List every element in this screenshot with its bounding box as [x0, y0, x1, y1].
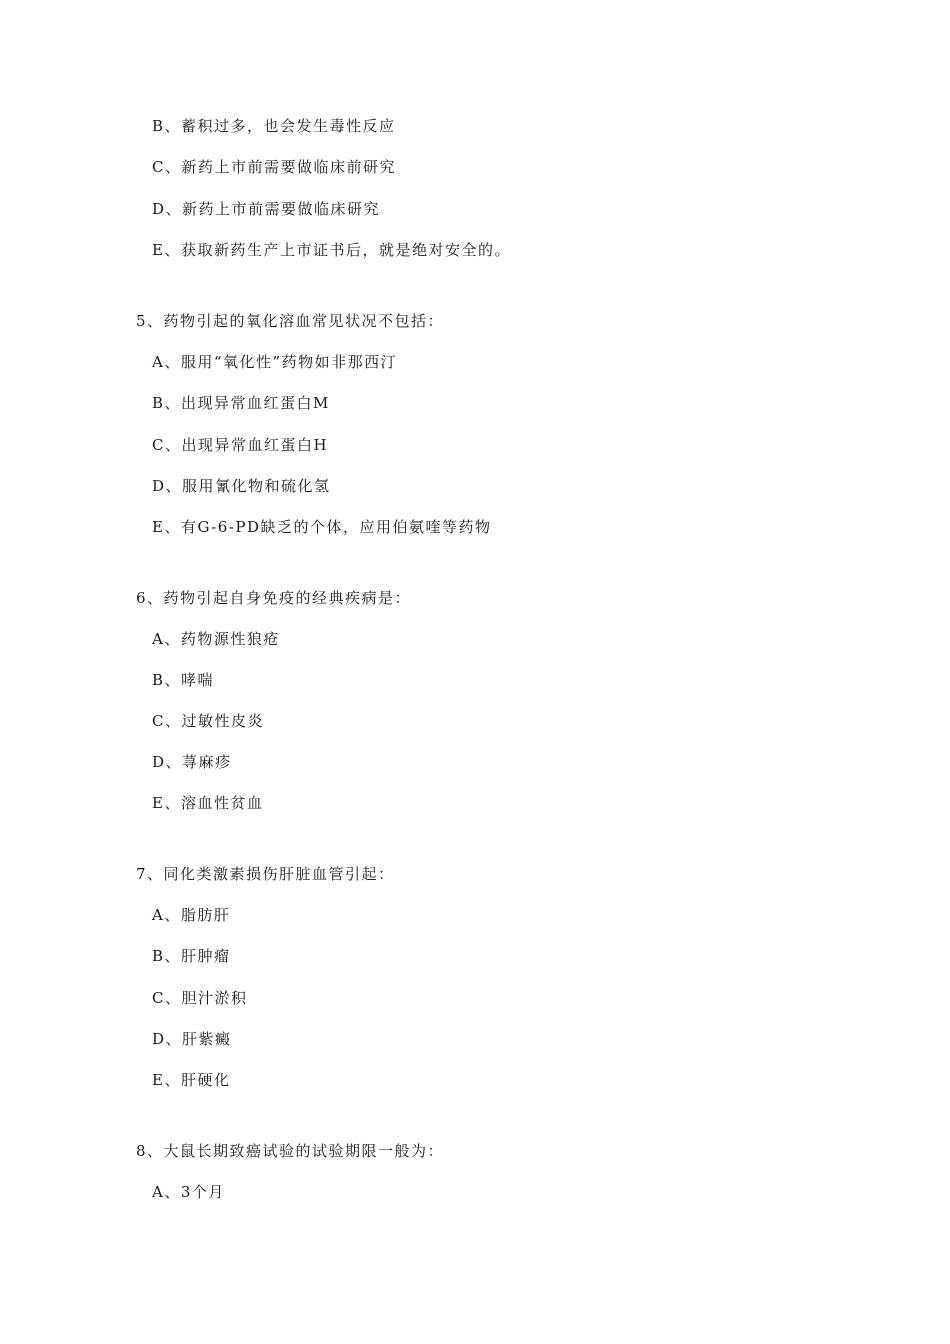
question-8-option-a: A、3个月	[152, 1183, 225, 1201]
question-8-stem: 8、大鼠长期致癌试验的试验期限一般为：	[136, 1142, 445, 1160]
question-6-option-c: C、过敏性皮炎	[152, 712, 264, 730]
question-6-option-b: B、哮喘	[152, 671, 215, 689]
question-7-option-b: B、肝肿瘤	[152, 947, 231, 965]
option-c-continuation: C、新药上市前需要做临床前研究	[152, 158, 396, 176]
question-6-option-e: E、溶血性贫血	[152, 794, 264, 812]
question-6-option-d: D、荨麻疹	[152, 753, 232, 771]
question-7-option-d: D、肝紫癜	[152, 1030, 232, 1048]
question-5-stem: 5、药物引起的氧化溶血常见状况不包括：	[136, 312, 445, 330]
question-5-option-e: E、有G-6-PD缺乏的个体，应用伯氨喹等药物	[152, 518, 492, 536]
question-5-option-d: D、服用氰化物和硫化氢	[152, 477, 331, 495]
question-6-stem: 6、药物引起自身免疫的经典疾病是：	[136, 589, 412, 607]
option-d-continuation: D、新药上市前需要做临床研究	[152, 200, 381, 218]
question-6-option-a: A、药物源性狼疮	[152, 630, 280, 648]
question-7-option-e: E、肝硬化	[152, 1071, 231, 1089]
option-e-continuation: E、获取新药生产上市证书后，就是绝对安全的。	[152, 241, 511, 259]
question-5-option-a: A、服用“氧化性”药物如非那西汀	[152, 353, 398, 371]
question-7-option-a: A、脂肪肝	[152, 906, 231, 924]
question-5-option-c: C、出现异常血红蛋白H	[152, 436, 329, 454]
question-5-option-b: B、出现异常血红蛋白M	[152, 394, 330, 412]
option-b-continuation: B、蓄积过多，也会发生毒性反应	[152, 117, 396, 135]
question-7-stem: 7、同化类激素损伤肝脏血管引起：	[136, 865, 395, 883]
question-7-option-c: C、胆汁淤积	[152, 989, 248, 1007]
